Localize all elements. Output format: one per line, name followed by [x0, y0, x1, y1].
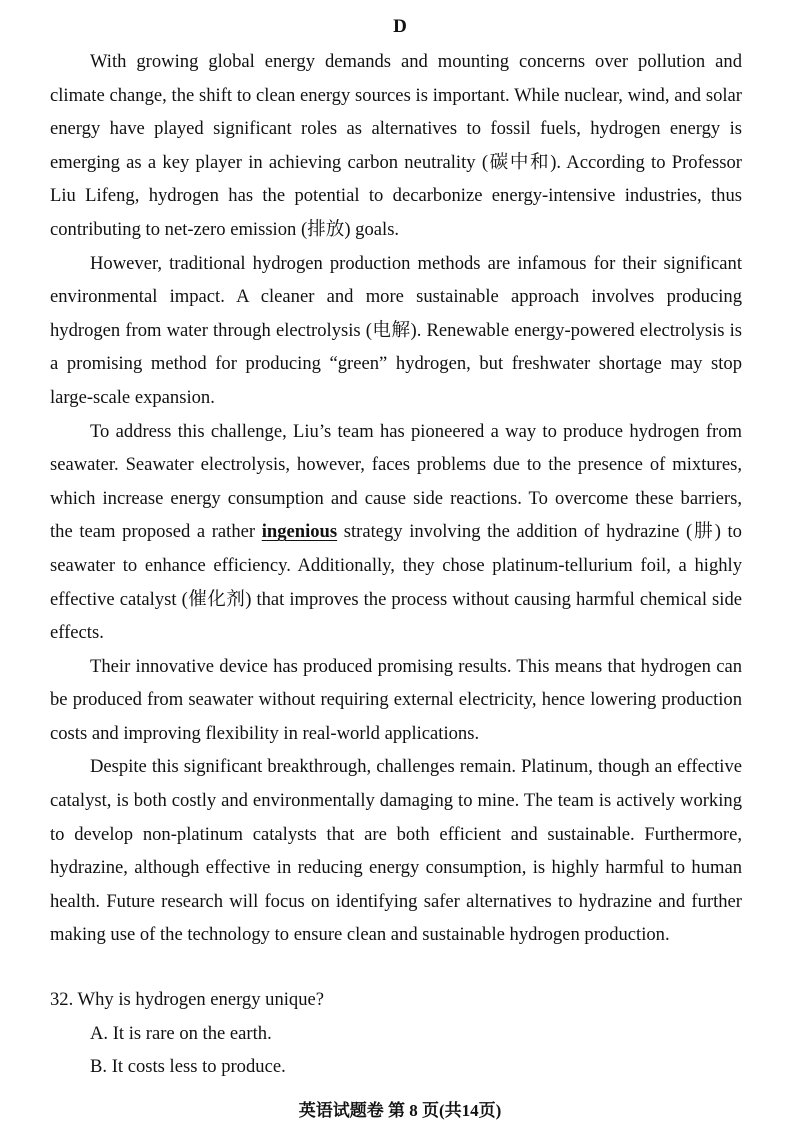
passage-paragraph [50, 750, 742, 952]
section-letter: D [393, 16, 407, 37]
highlighted-word: ingenious [261, 521, 338, 543]
paragraph-text: Despite this significant breakthrough, challenges remain. Platinum, though an effective catalyst, is both costly and environmentally damaging to mine. The team is actively working to develop non-platinum catalysts that are both efficient and sustainable. Furthermore, hydrazine, although effective in reducing energy consumption, is highly harmful to human health. Future research will focus on identifying safer alternatives to hydrazine and further making use of the technology to ensure clean and sustainable hydrogen production. [50, 756, 742, 946]
option-b[interactable]: B. It costs less to produce. [90, 1056, 286, 1078]
paragraph-text: strategy involving the addition of hydrazine (肼) to seawater to enhance efficiency. Additionally, they chose platinum-tellurium foil, a highly effective catalyst (催化剂) that improves the process without causing harmful chemical side effects. [50, 521, 742, 644]
paragraph-text: Their innovative device has produced promising results. This means that hydrogen can be produced from seawater without requiring external electricity, hence lowering production costs and improving flexibility in real-world applications. [50, 655, 742, 744]
passage-paragraph [50, 650, 742, 751]
passage-paragraph [50, 415, 742, 650]
question-stem: 32. Why is hydrogen energy unique? [50, 989, 325, 1010]
passage-paragraph [50, 247, 742, 415]
reading-passage [50, 45, 742, 952]
passage-paragraph [50, 45, 742, 247]
paragraph-text: With growing global energy demands and mounting concerns over pollution and climate change, the shift to clean energy sources is important. While nuclear, wind, and solar energy have played significant roles as alternatives to fossil fuels, hydrogen energy is emerging as a key player in achieving carbon neutrality (碳中和). According to Professor Liu Lifeng, hydrogen has the potential to decarbonize energy-intensive industries, thus contributing to net-zero emission (排放) goals. [50, 51, 742, 240]
paragraph-text: However, traditional hydrogen production methods are infamous for their significant environmental impact. A cleaner and more sustainable approach involves producing hydrogen from water through electrolysis (电解). Renewable energy-powered electrolysis is a promising method for producing “green” hydrogen, but freshwater shortage may stop large-scale expansion. [50, 252, 742, 408]
option-a[interactable]: A. It is rare on the earth. [90, 1022, 272, 1044]
page-footer: 英语试题卷 第 8 页(共14页) [298, 1101, 502, 1120]
paragraph-text: To address this challenge, Liu’s team has pioneered a way to produce hydrogen from seawater. Seawater electrolysis, however, faces problems due to the presence of mixtures, which increase energy consumption and cause side reactions. To overcome these barriers, the team proposed a rather [50, 420, 742, 543]
question-32 [50, 983, 742, 1084]
